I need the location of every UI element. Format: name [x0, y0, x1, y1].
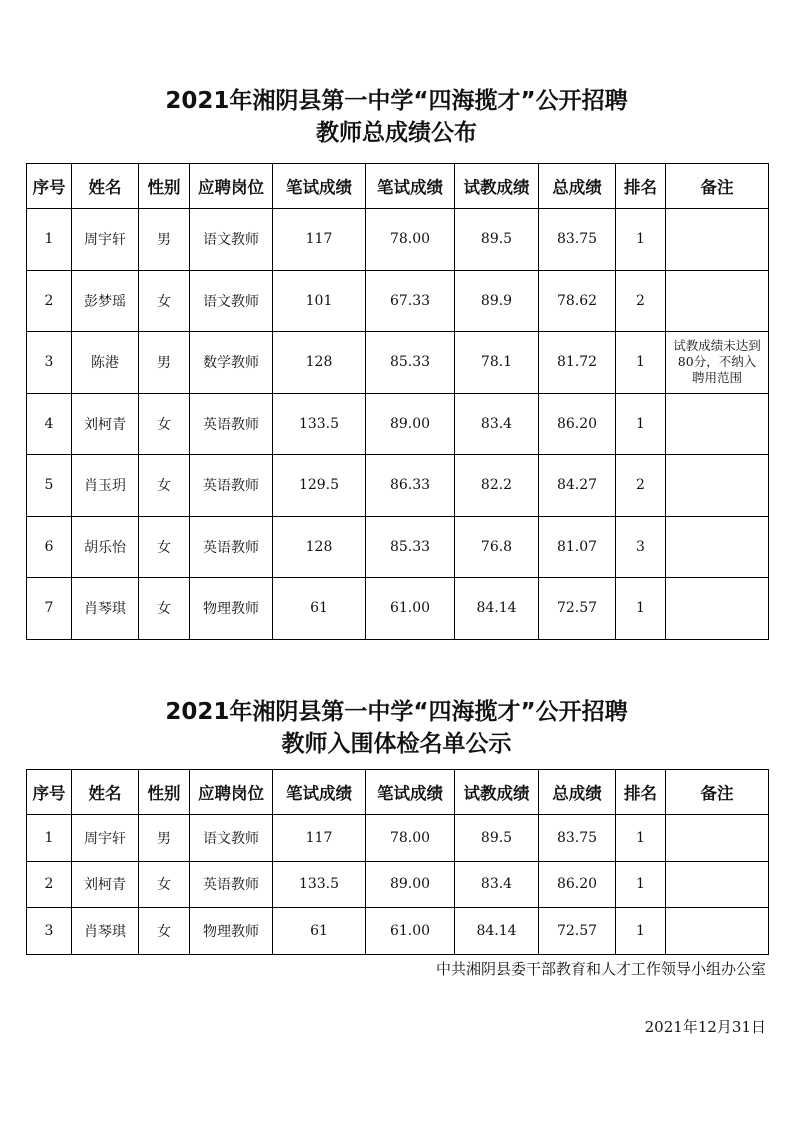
cell-total-score: 81.72: [539, 332, 616, 394]
header-remark: 备注: [666, 164, 769, 209]
cell-written-score: 85.33: [366, 332, 455, 394]
cell-rank: 1: [616, 908, 666, 955]
cell-teaching-score: 89.5: [455, 209, 539, 271]
cell-remark: [666, 270, 769, 332]
cell-name: 周宇轩: [72, 815, 139, 862]
issuing-organization: 中共湘阴县委干部教育和人才工作领导小组办公室: [435, 960, 766, 978]
cell-teaching-score: 82.2: [455, 455, 539, 517]
cell-index: 1: [27, 209, 72, 271]
cell-remark: [666, 209, 769, 271]
issue-date: 2021年12月31日: [644, 1018, 766, 1036]
header-rank: 排名: [616, 770, 666, 815]
header-name: 姓名: [72, 164, 139, 209]
cell-written-score: 86.33: [366, 455, 455, 517]
header-written-score: 笔试成绩: [366, 770, 455, 815]
cell-name: 肖琴琪: [72, 578, 139, 640]
cell-rank: 1: [616, 209, 666, 271]
cell-written-raw: 101: [273, 270, 366, 332]
cell-remark: [666, 815, 769, 862]
cell-name: 肖琴琪: [72, 908, 139, 955]
cell-name: 胡乐怡: [72, 516, 139, 578]
cell-written-raw: 129.5: [273, 455, 366, 517]
header-total-score: 总成绩: [539, 770, 616, 815]
cell-index: 3: [27, 332, 72, 394]
cell-position: 英语教师: [190, 455, 273, 517]
table-row: [27, 861, 769, 908]
cell-teaching-score: 84.14: [455, 578, 539, 640]
cell-gender: 女: [139, 908, 190, 955]
cell-gender: 男: [139, 332, 190, 394]
cell-index: 6: [27, 516, 72, 578]
cell-total-score: 78.62: [539, 270, 616, 332]
cell-index: 3: [27, 908, 72, 955]
cell-name: 周宇轩: [72, 209, 139, 271]
cell-rank: 1: [616, 861, 666, 908]
cell-name: 陈港: [72, 332, 139, 394]
cell-remark: [666, 908, 769, 955]
cell-written-score: 85.33: [366, 516, 455, 578]
table-row: [27, 332, 769, 394]
cell-position: 英语教师: [190, 861, 273, 908]
header-gender: 性别: [139, 164, 190, 209]
cell-name: 彭梦瑶: [72, 270, 139, 332]
cell-rank: 2: [616, 270, 666, 332]
cell-remark: [666, 516, 769, 578]
cell-remark: 试教成绩未达到80分，不纳入聘用范围: [666, 332, 769, 394]
header-written-raw: 笔试成绩: [273, 770, 366, 815]
table-row: [27, 209, 769, 271]
cell-total-score: 84.27: [539, 455, 616, 517]
cell-written-score: 89.00: [366, 861, 455, 908]
cell-total-score: 72.57: [539, 578, 616, 640]
cell-position: 数学教师: [190, 332, 273, 394]
cell-written-score: 61.00: [366, 578, 455, 640]
header-name: 姓名: [72, 770, 139, 815]
table-row: [27, 516, 769, 578]
cell-remark: [666, 393, 769, 455]
header-total-score: 总成绩: [539, 164, 616, 209]
cell-position: 英语教师: [190, 393, 273, 455]
header-gender: 性别: [139, 770, 190, 815]
cell-index: 1: [27, 815, 72, 862]
cell-gender: 女: [139, 270, 190, 332]
shortlist-title-line1: 2021年湘阴县第一中学“四海揽才”公开招聘: [165, 699, 628, 725]
cell-written-raw: 117: [273, 209, 366, 271]
cell-total-score: 86.20: [539, 861, 616, 908]
results-title-line2: 教师总成绩公布: [316, 120, 477, 146]
cell-name: 刘柯青: [72, 861, 139, 908]
table-row: [27, 815, 769, 862]
header-teaching-score: 试教成绩: [455, 770, 539, 815]
table-row: [27, 455, 769, 517]
table-row: [27, 270, 769, 332]
shortlist-title-line2: 教师入围体检名单公示: [281, 731, 512, 757]
header-position: 应聘岗位: [190, 770, 273, 815]
cell-total-score: 83.75: [539, 815, 616, 862]
header-rank: 排名: [616, 164, 666, 209]
header-index: 序号: [27, 164, 72, 209]
cell-remark: [666, 861, 769, 908]
cell-rank: 1: [616, 332, 666, 394]
cell-gender: 女: [139, 455, 190, 517]
shortlist-header-row: [27, 770, 769, 815]
cell-rank: 1: [616, 578, 666, 640]
cell-rank: 1: [616, 393, 666, 455]
cell-position: 物理教师: [190, 578, 273, 640]
cell-written-raw: 128: [273, 332, 366, 394]
cell-written-raw: 61: [273, 578, 366, 640]
table-row: [27, 393, 769, 455]
shortlist-table: [26, 769, 769, 955]
cell-total-score: 86.20: [539, 393, 616, 455]
results-table: [26, 163, 769, 640]
cell-position: 语文教师: [190, 270, 273, 332]
cell-written-score: 61.00: [366, 908, 455, 955]
cell-name: 刘柯青: [72, 393, 139, 455]
cell-written-raw: 133.5: [273, 861, 366, 908]
cell-written-raw: 117: [273, 815, 366, 862]
cell-gender: 女: [139, 578, 190, 640]
cell-rank: 3: [616, 516, 666, 578]
cell-written-raw: 133.5: [273, 393, 366, 455]
header-teaching-score: 试教成绩: [455, 164, 539, 209]
cell-position: 物理教师: [190, 908, 273, 955]
header-remark: 备注: [666, 770, 769, 815]
cell-index: 2: [27, 270, 72, 332]
cell-teaching-score: 83.4: [455, 861, 539, 908]
cell-written-score: 78.00: [366, 815, 455, 862]
cell-gender: 女: [139, 861, 190, 908]
cell-position: 语文教师: [190, 209, 273, 271]
results-header-row: [27, 164, 769, 209]
cell-teaching-score: 78.1: [455, 332, 539, 394]
header-index: 序号: [27, 770, 72, 815]
cell-name: 肖玉玥: [72, 455, 139, 517]
cell-written-raw: 61: [273, 908, 366, 955]
results-title-line1: 2021年湘阴县第一中学“四海揽才”公开招聘: [165, 88, 628, 114]
cell-index: 4: [27, 393, 72, 455]
cell-total-score: 83.75: [539, 209, 616, 271]
cell-gender: 男: [139, 815, 190, 862]
cell-total-score: 81.07: [539, 516, 616, 578]
cell-teaching-score: 89.9: [455, 270, 539, 332]
cell-position: 英语教师: [190, 516, 273, 578]
header-position: 应聘岗位: [190, 164, 273, 209]
table-row: [27, 578, 769, 640]
cell-teaching-score: 89.5: [455, 815, 539, 862]
cell-teaching-score: 76.8: [455, 516, 539, 578]
cell-gender: 女: [139, 393, 190, 455]
cell-remark: [666, 578, 769, 640]
cell-teaching-score: 83.4: [455, 393, 539, 455]
cell-total-score: 72.57: [539, 908, 616, 955]
cell-remark: [666, 455, 769, 517]
header-written-score: 笔试成绩: [366, 164, 455, 209]
cell-rank: 1: [616, 815, 666, 862]
cell-position: 语文教师: [190, 815, 273, 862]
cell-gender: 女: [139, 516, 190, 578]
cell-rank: 2: [616, 455, 666, 517]
cell-teaching-score: 84.14: [455, 908, 539, 955]
cell-index: 5: [27, 455, 72, 517]
cell-gender: 男: [139, 209, 190, 271]
cell-written-raw: 128: [273, 516, 366, 578]
cell-written-score: 67.33: [366, 270, 455, 332]
cell-index: 2: [27, 861, 72, 908]
header-written-raw: 笔试成绩: [273, 164, 366, 209]
cell-written-score: 78.00: [366, 209, 455, 271]
cell-index: 7: [27, 578, 72, 640]
cell-written-score: 89.00: [366, 393, 455, 455]
table-row: [27, 908, 769, 955]
